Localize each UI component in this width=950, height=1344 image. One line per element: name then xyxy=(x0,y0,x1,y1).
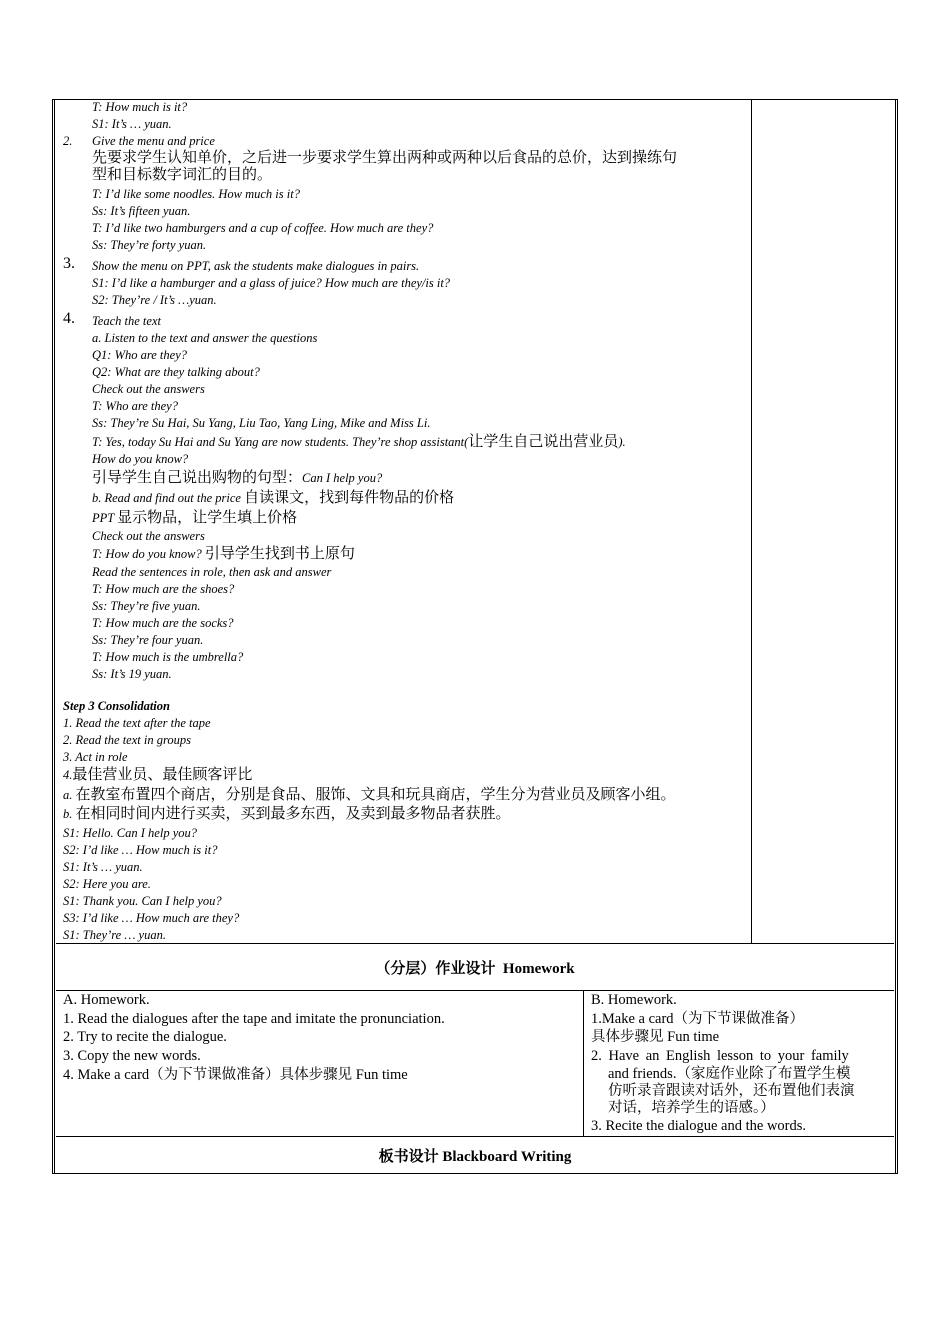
dialogue-line: S2: They’re / It’s …yuan. xyxy=(92,293,217,307)
homework-b-line: 对话，培养学生的语感。） xyxy=(608,1099,775,1116)
dialogue-line: S1: It’s … yuan. xyxy=(92,117,172,131)
teaching-note: T: How do you know? 引导学生找到书上原句 xyxy=(92,546,355,562)
dialogue-line: Ss: They’re four yuan. xyxy=(92,633,204,647)
dialogue-line: S2: I’d like … How much is it? xyxy=(63,843,218,857)
teaching-note: 先要求学生认知单价，之后进一步要求学生算出两种或两种以后食品的总价，达到操练句 xyxy=(92,150,678,166)
dialogue-line: Q1: Who are they? xyxy=(92,348,187,362)
dialogue-line: T: How much is the umbrella? xyxy=(92,650,244,664)
dialogue-line: S1: It’s … yuan. xyxy=(63,860,143,874)
dialogue-line: S1: They’re … yuan. xyxy=(63,928,166,942)
blackboard-heading-top-border xyxy=(56,1136,894,1137)
dialogue-line: T: Yes, today Su Hai and Su Yang are now students. They’re shop assistant(让学生自己说出营业员). xyxy=(92,434,626,450)
teaching-note: 型和目标数字词汇的目的。 xyxy=(92,167,273,183)
table-bottom-border xyxy=(52,1173,898,1174)
dialogue-line: T: Who are they? xyxy=(92,399,178,413)
homework-b-line: 2. Have an English lesson to your family xyxy=(591,1048,849,1065)
dialogue-line: T: How much are the shoes? xyxy=(92,582,235,596)
dialogue-line: How do you know? xyxy=(92,452,189,466)
homework-b-line: 3. Recite the dialogue and the words. xyxy=(591,1117,807,1134)
dialogue-line: Read the sentences in role, then ask and answer xyxy=(92,565,332,579)
homework-b-line: 1.Make a card（为下节课做准备） xyxy=(591,1010,805,1027)
blackboard-heading: 板书设计 Blackboard Writing xyxy=(378,1149,572,1165)
homework-b-line: 具体步骤见 Fun time xyxy=(591,1029,720,1046)
homework-column-b xyxy=(591,991,889,1136)
teaching-note: 引导学生自己说出购物的句型：Can I help you? xyxy=(92,470,383,486)
dialogue-line: Ss: It’s 19 yuan. xyxy=(92,667,172,681)
step-title: Give the menu and price xyxy=(92,134,215,148)
homework-a-line: 3. Copy the new words. xyxy=(63,1048,201,1065)
teaching-note: b. Read and find out the price 自读课文，找到每件物品的价格 xyxy=(92,490,455,506)
process-column-divider xyxy=(751,99,752,943)
homework-column-divider xyxy=(583,990,584,1136)
dialogue-line: S1: Hello. Can I help you? xyxy=(63,826,198,840)
homework-a-line: 4. Make a card（为下节课做准备）具体步骤见 Fun time xyxy=(63,1066,408,1083)
step-heading: Step 3 Consolidation xyxy=(63,699,170,713)
consolidation-item: a. 在教室布置四个商店，分别是食品、服饰、文具和玩具商店，学生分为营业员及顾客小组。 xyxy=(63,787,676,803)
dialogue-line: Ss: It’s fifteen yuan. xyxy=(92,204,191,218)
step-number: 4. xyxy=(63,310,75,327)
dialogue-line: T: I’d like some noodles. How much is it? xyxy=(92,187,300,201)
dialogue-line: Check out the answers xyxy=(92,529,205,543)
homework-a-line: 1. Read the dialogues after the tape and imitate the pronunciation. xyxy=(63,1010,445,1027)
dialogue-line: S1: Thank you. Can I help you? xyxy=(63,894,222,908)
consolidation-item: 3. Act in role xyxy=(63,750,128,764)
homework-heading: （分层）作业设计 Homework xyxy=(375,961,575,977)
homework-b-line: 仿听录音跟读对话外，还布置他们表演 xyxy=(608,1082,855,1099)
dialogue-line: Check out the answers xyxy=(92,382,205,396)
step-title: Teach the text xyxy=(92,314,161,328)
homework-b-line: and friends.（家庭作业除了布置学生模 xyxy=(608,1065,851,1082)
dialogue-line: Ss: They’re five yuan. xyxy=(92,599,201,613)
dialogue-line: T: I’d like two hamburgers and a cup of coffee. How much are they? xyxy=(92,221,434,235)
step-title: Show the menu on PPT, ask the students make dialogues in pairs. xyxy=(92,259,420,273)
dialogue-line: Q2: What are they talking about? xyxy=(92,365,260,379)
homework-a-line: 2. Try to recite the dialogue. xyxy=(63,1029,227,1046)
dialogue-line: Ss: They’re Su Hai, Su Yang, Liu Tao, Yang Ling, Mike and Miss Li. xyxy=(92,416,431,430)
dialogue-line: S1: I’d like a hamburger and a glass of juice? How much are they/is it? xyxy=(92,276,451,290)
dialogue-line: T: How much are the socks? xyxy=(92,616,234,630)
homework-heading-top-border xyxy=(56,943,894,944)
homework-b-line: B. Homework. xyxy=(591,992,677,1008)
dialogue-line: S3: I’d like … How much are they? xyxy=(63,911,240,925)
dialogue-line: Ss: They’re forty yuan. xyxy=(92,238,207,252)
teaching-note: PPT 显示物品，让学生填上价格 xyxy=(92,510,298,526)
dialogue-line: a. Listen to the text and answer the questions xyxy=(92,331,318,345)
step-number: 3. xyxy=(63,255,75,272)
dialogue-line: S2: Here you are. xyxy=(63,877,151,891)
homework-column-a xyxy=(63,991,445,1085)
homework-a-line: A. Homework. xyxy=(63,992,150,1008)
step-number: 2. xyxy=(63,134,73,148)
consolidation-item: 1. Read the text after the tape xyxy=(63,716,211,730)
consolidation-item: b. 在相同时间内进行买卖，买到最多东西，及卖到最多物品者获胜。 xyxy=(63,806,511,822)
consolidation-item: 2. Read the text in groups xyxy=(63,733,191,747)
dialogue-line: T: How much is it? xyxy=(92,100,188,114)
consolidation-item: 4.最佳营业员、最佳顾客评比 xyxy=(63,767,253,783)
